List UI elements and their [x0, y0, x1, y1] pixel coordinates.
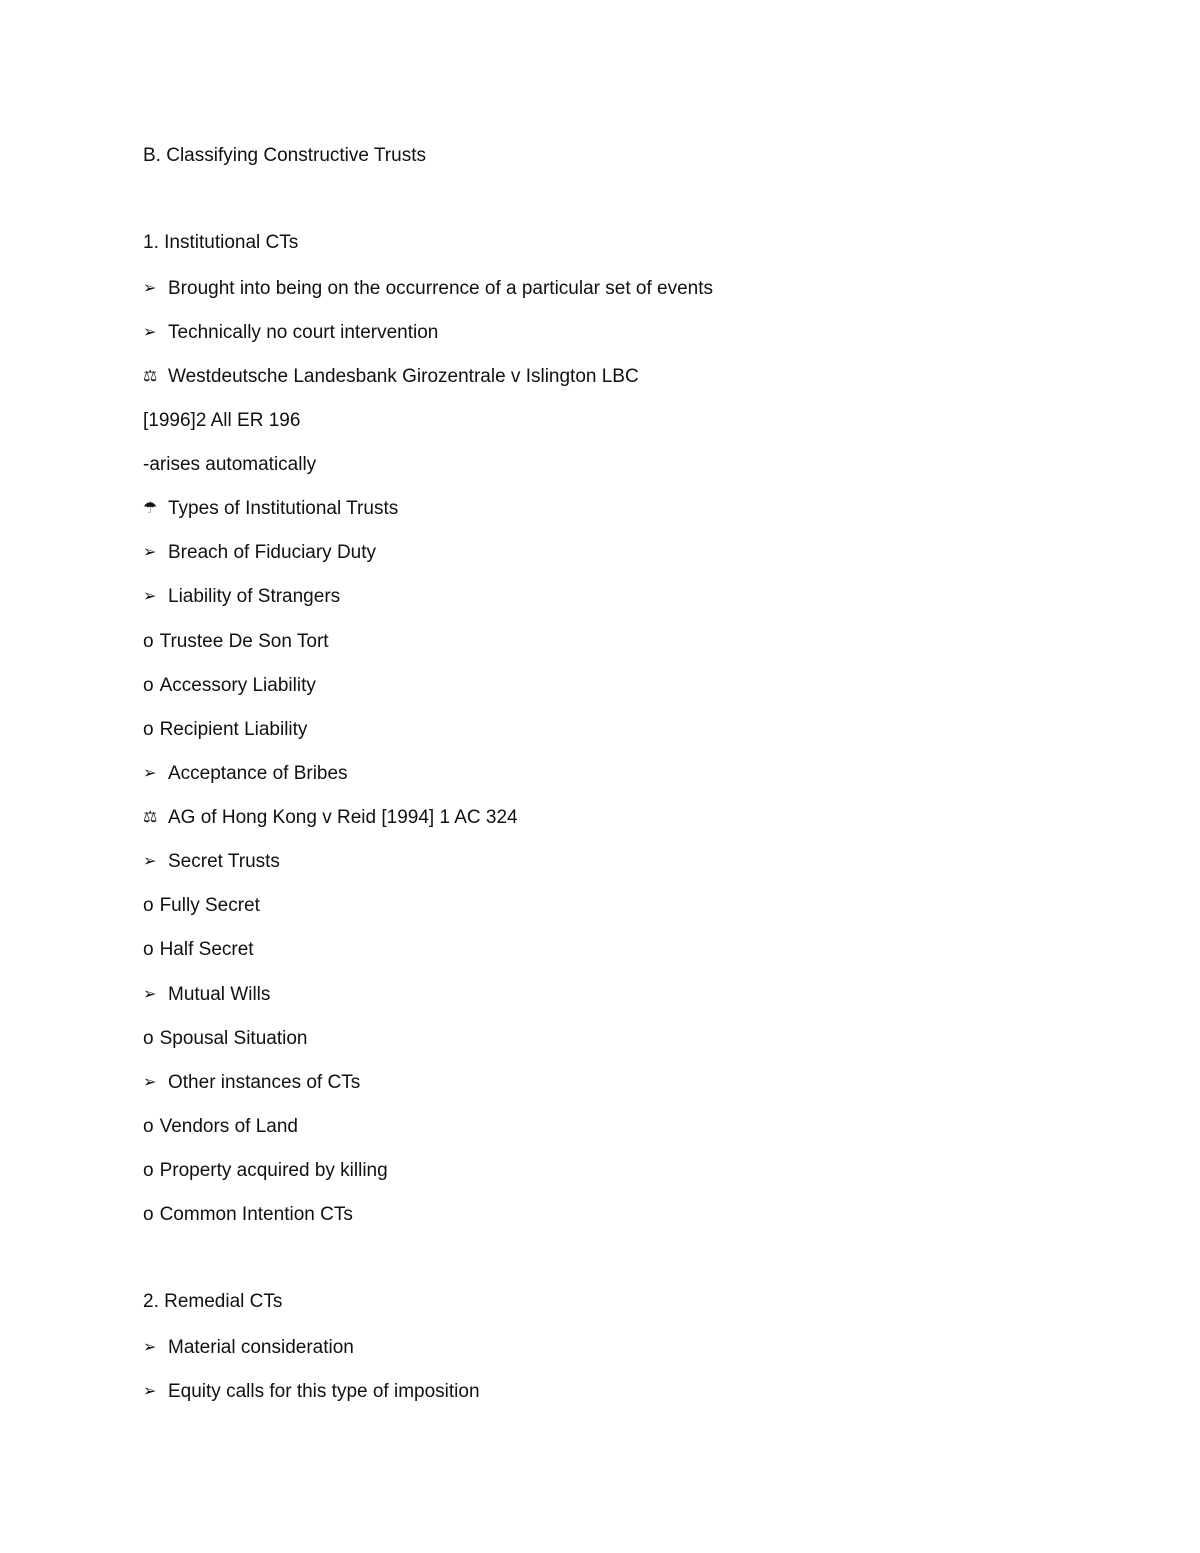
sub-bullet-icon: o [143, 1204, 154, 1225]
sub-bullet-item: o Accessory Liability [143, 675, 316, 696]
bullet-item: ➢ Secret Trusts [143, 851, 280, 872]
case-bullet-icon: ⚖ [143, 809, 158, 826]
arrow-bullet-icon: ➢ [143, 765, 157, 782]
case-item: ⚖ Westdeutsche Landesbank Girozentrale v Islington LBC [143, 366, 639, 387]
bullet-item: ➢ Breach of Fiduciary Duty [143, 542, 377, 563]
bullet-item: ➢ Brought into being on the occurrence of a particular set of events [143, 278, 713, 299]
bullet-item: ➢ Technically no court intervention [143, 322, 439, 343]
section1-title: 1. Institutional CTs [143, 232, 299, 253]
sub-bullet-item: o Property acquired by killing [143, 1160, 388, 1181]
sub-bullet-item: o Recipient Liability [143, 719, 308, 740]
section2-title: 2. Remedial CTs [143, 1291, 283, 1312]
bullet-item: ➢ Material consideration [143, 1337, 354, 1358]
heading [143, 144, 426, 168]
arrow-bullet-icon: ➢ [143, 853, 157, 870]
sub-bullet-icon: o [143, 675, 154, 696]
case-bullet-icon: ⚖ [143, 368, 158, 385]
bullet-item: ➢ Liability of Strangers [143, 586, 341, 607]
arrow-bullet-icon: ➢ [143, 1339, 157, 1356]
bullet-item: ➢ Acceptance of Bribes [143, 763, 348, 784]
arrow-bullet-icon: ➢ [143, 986, 157, 1003]
bullet-item: ➢ Equity calls for this type of imposition [143, 1381, 480, 1402]
case-note: -arises automatically [143, 454, 317, 475]
sub-bullet-icon: o [143, 1160, 154, 1181]
case-citation: [1996]2 All ER 196 [143, 410, 301, 431]
arrow-bullet-icon: ➢ [143, 280, 157, 297]
bullet-item: ➢ Other instances of CTs [143, 1072, 361, 1093]
sub-bullet-icon: o [143, 1028, 154, 1049]
sub-bullet-item: o Fully Secret [143, 895, 260, 916]
sub-bullet-icon: o [143, 719, 154, 740]
sub-bullet-icon: o [143, 631, 154, 652]
case-item: ⚖ AG of Hong Kong v Reid [1994] 1 AC 324 [143, 807, 518, 828]
sub-bullet-item: o Trustee De Son Tort [143, 631, 329, 652]
heading-text: B. Classifying Constructive Trusts [143, 145, 426, 166]
sub-bullet-item: o Spousal Situation [143, 1028, 308, 1049]
sub-bullet-item: o Vendors of Land [143, 1116, 298, 1137]
types-heading: ☂ Types of Institutional Trusts [143, 498, 399, 519]
sub-bullet-item: o Common Intention CTs [143, 1204, 353, 1225]
arrow-bullet-icon: ➢ [143, 1074, 157, 1091]
umbrella-bullet-icon: ☂ [143, 500, 158, 517]
arrow-bullet-icon: ➢ [143, 1383, 157, 1400]
arrow-bullet-icon: ➢ [143, 324, 157, 341]
arrow-bullet-icon: ➢ [143, 588, 157, 605]
arrow-bullet-icon: ➢ [143, 544, 157, 561]
sub-bullet-icon: o [143, 939, 154, 960]
sub-bullet-icon: o [143, 895, 154, 916]
sub-bullet-item: o Half Secret [143, 939, 254, 960]
bullet-item: ➢ Mutual Wills [143, 984, 271, 1005]
sub-bullet-icon: o [143, 1116, 154, 1137]
